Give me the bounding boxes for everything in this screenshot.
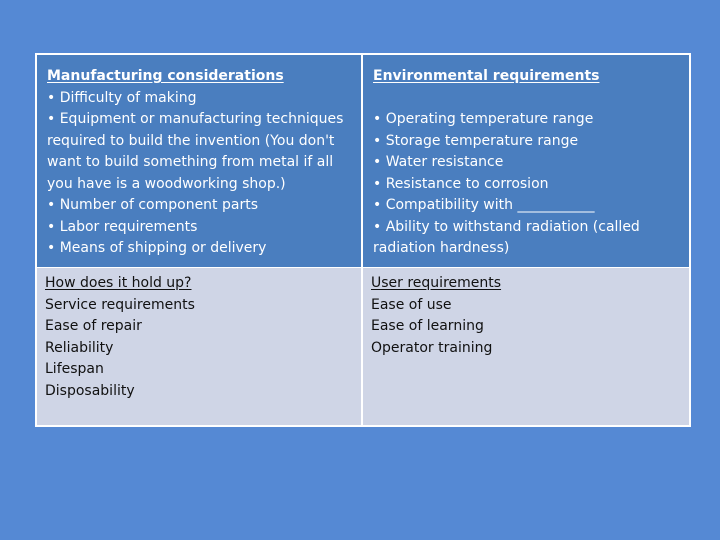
user-line: Ease of learning bbox=[371, 318, 484, 334]
manufacturing-line: • Difficulty of making bbox=[47, 89, 197, 106]
manufacturing-line: required to build the invention (You don't bbox=[47, 132, 335, 149]
hold-up-line: Disposability bbox=[45, 382, 135, 399]
user-line: Ease of use bbox=[371, 296, 452, 313]
hold-up-line: Ease of repair bbox=[45, 318, 142, 334]
environmental-heading: Environmental requirements bbox=[373, 68, 600, 84]
spacer bbox=[373, 88, 681, 110]
environmental-line: • Storage temperature range bbox=[373, 132, 579, 149]
hold-up-heading: How does it hold up? bbox=[45, 275, 192, 291]
environmental-line: • Compatibility with ___________ bbox=[373, 197, 595, 213]
environmental-cell bbox=[363, 55, 689, 267]
requirements-table bbox=[35, 53, 691, 427]
hold-up-cell bbox=[37, 268, 361, 425]
user-heading: User requirements bbox=[371, 275, 502, 291]
environmental-line: radiation hardness) bbox=[373, 240, 510, 256]
manufacturing-line: want to build something from metal if all bbox=[47, 154, 334, 170]
manufacturing-line: • Means of shipping or delivery bbox=[47, 240, 267, 256]
manufacturing-line: • Labor requirements bbox=[47, 218, 198, 235]
environmental-line: • Ability to withstand radiation (called bbox=[373, 218, 640, 235]
hold-up-line: Service requirements bbox=[45, 296, 195, 313]
environmental-line: • Water resistance bbox=[373, 154, 504, 170]
manufacturing-heading: Manufacturing considerations bbox=[47, 68, 284, 84]
manufacturing-line: you have is a woodworking shop.) bbox=[47, 175, 286, 192]
hold-up-line: Lifespan bbox=[45, 361, 104, 377]
hold-up-line: Reliability bbox=[45, 339, 114, 356]
manufacturing-line: • Equipment or manufacturing techniques bbox=[47, 111, 344, 127]
environmental-line: • Operating temperature range bbox=[373, 111, 594, 127]
user-cell bbox=[363, 268, 689, 425]
user-line: Operator training bbox=[371, 339, 493, 356]
environmental-line: • Resistance to corrosion bbox=[373, 175, 549, 192]
manufacturing-line: • Number of component parts bbox=[47, 197, 258, 213]
manufacturing-cell bbox=[37, 55, 361, 267]
